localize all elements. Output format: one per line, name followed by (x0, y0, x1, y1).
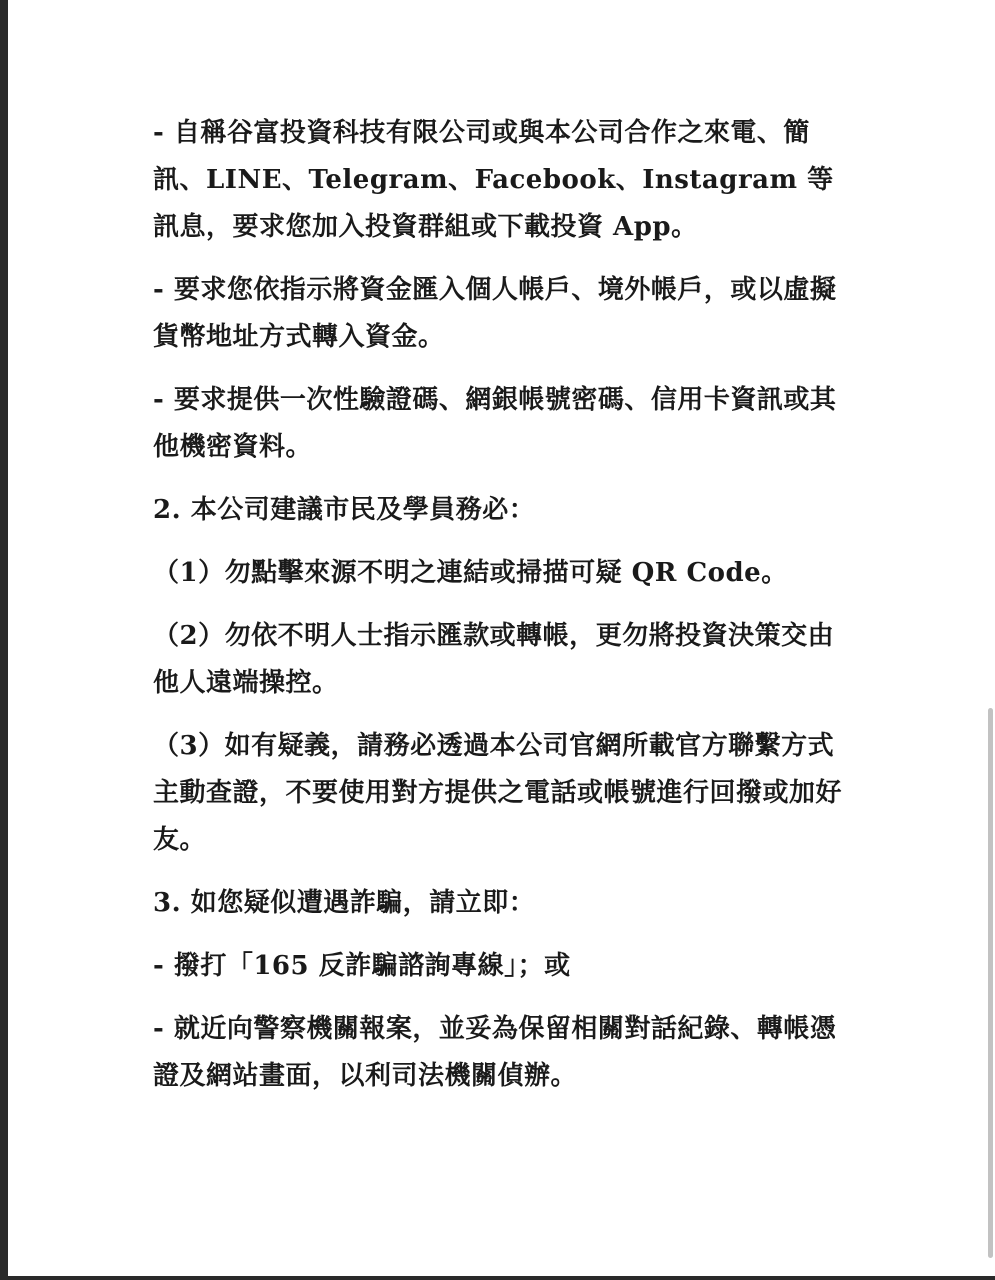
bottom-edge (0, 1276, 995, 1280)
document-page (8, 0, 995, 1276)
recommendation-item-3: （3）如有疑義，請務必透過本公司官網所載官方聯繫方式主動查證，不要使用對方提供之電話或帳號進行回撥或加好友。 (153, 731, 843, 855)
document-content (153, 110, 858, 1116)
paragraph-scam-contact-warning: - 自稱谷富投資科技有限公司或與本公司合作之來電、簡訊、LINE、Telegram、Facebook、Instagram 等訊息，要求您加入投資群組或下載投資 App。 (153, 118, 834, 242)
vertical-scrollbar[interactable] (988, 708, 993, 1258)
section-heading-if-scammed: 3. 如您疑似遭遇詐騙，請立即： (153, 888, 536, 918)
section-heading-recommendations: 2. 本公司建議市民及學員務必： (153, 495, 536, 525)
recommendation-item-2: （2）勿依不明人士指示匯款或轉帳，更勿將投資決策交由他人遠端操控。 (153, 621, 835, 698)
action-item-police-report: - 就近向警察機關報案，並妥為保留相關對話紀錄、轉帳憑證及網站畫面，以利司法機關偵辦。 (153, 1014, 837, 1091)
paragraph-fund-transfer-warning: - 要求您依指示將資金匯入個人帳戶、境外帳戶，或以虛擬貨幣地址方式轉入資金。 (153, 275, 837, 352)
paragraph-confidential-data-warning: - 要求提供一次性驗證碼、網銀帳號密碼、信用卡資訊或其他機密資料。 (153, 385, 837, 462)
recommendation-item-1: （1）勿點擊來源不明之連結或掃描可疑 QR Code。 (153, 558, 788, 588)
action-item-hotline: - 撥打「165 反詐騙諮詢專線」；或 (153, 951, 571, 981)
